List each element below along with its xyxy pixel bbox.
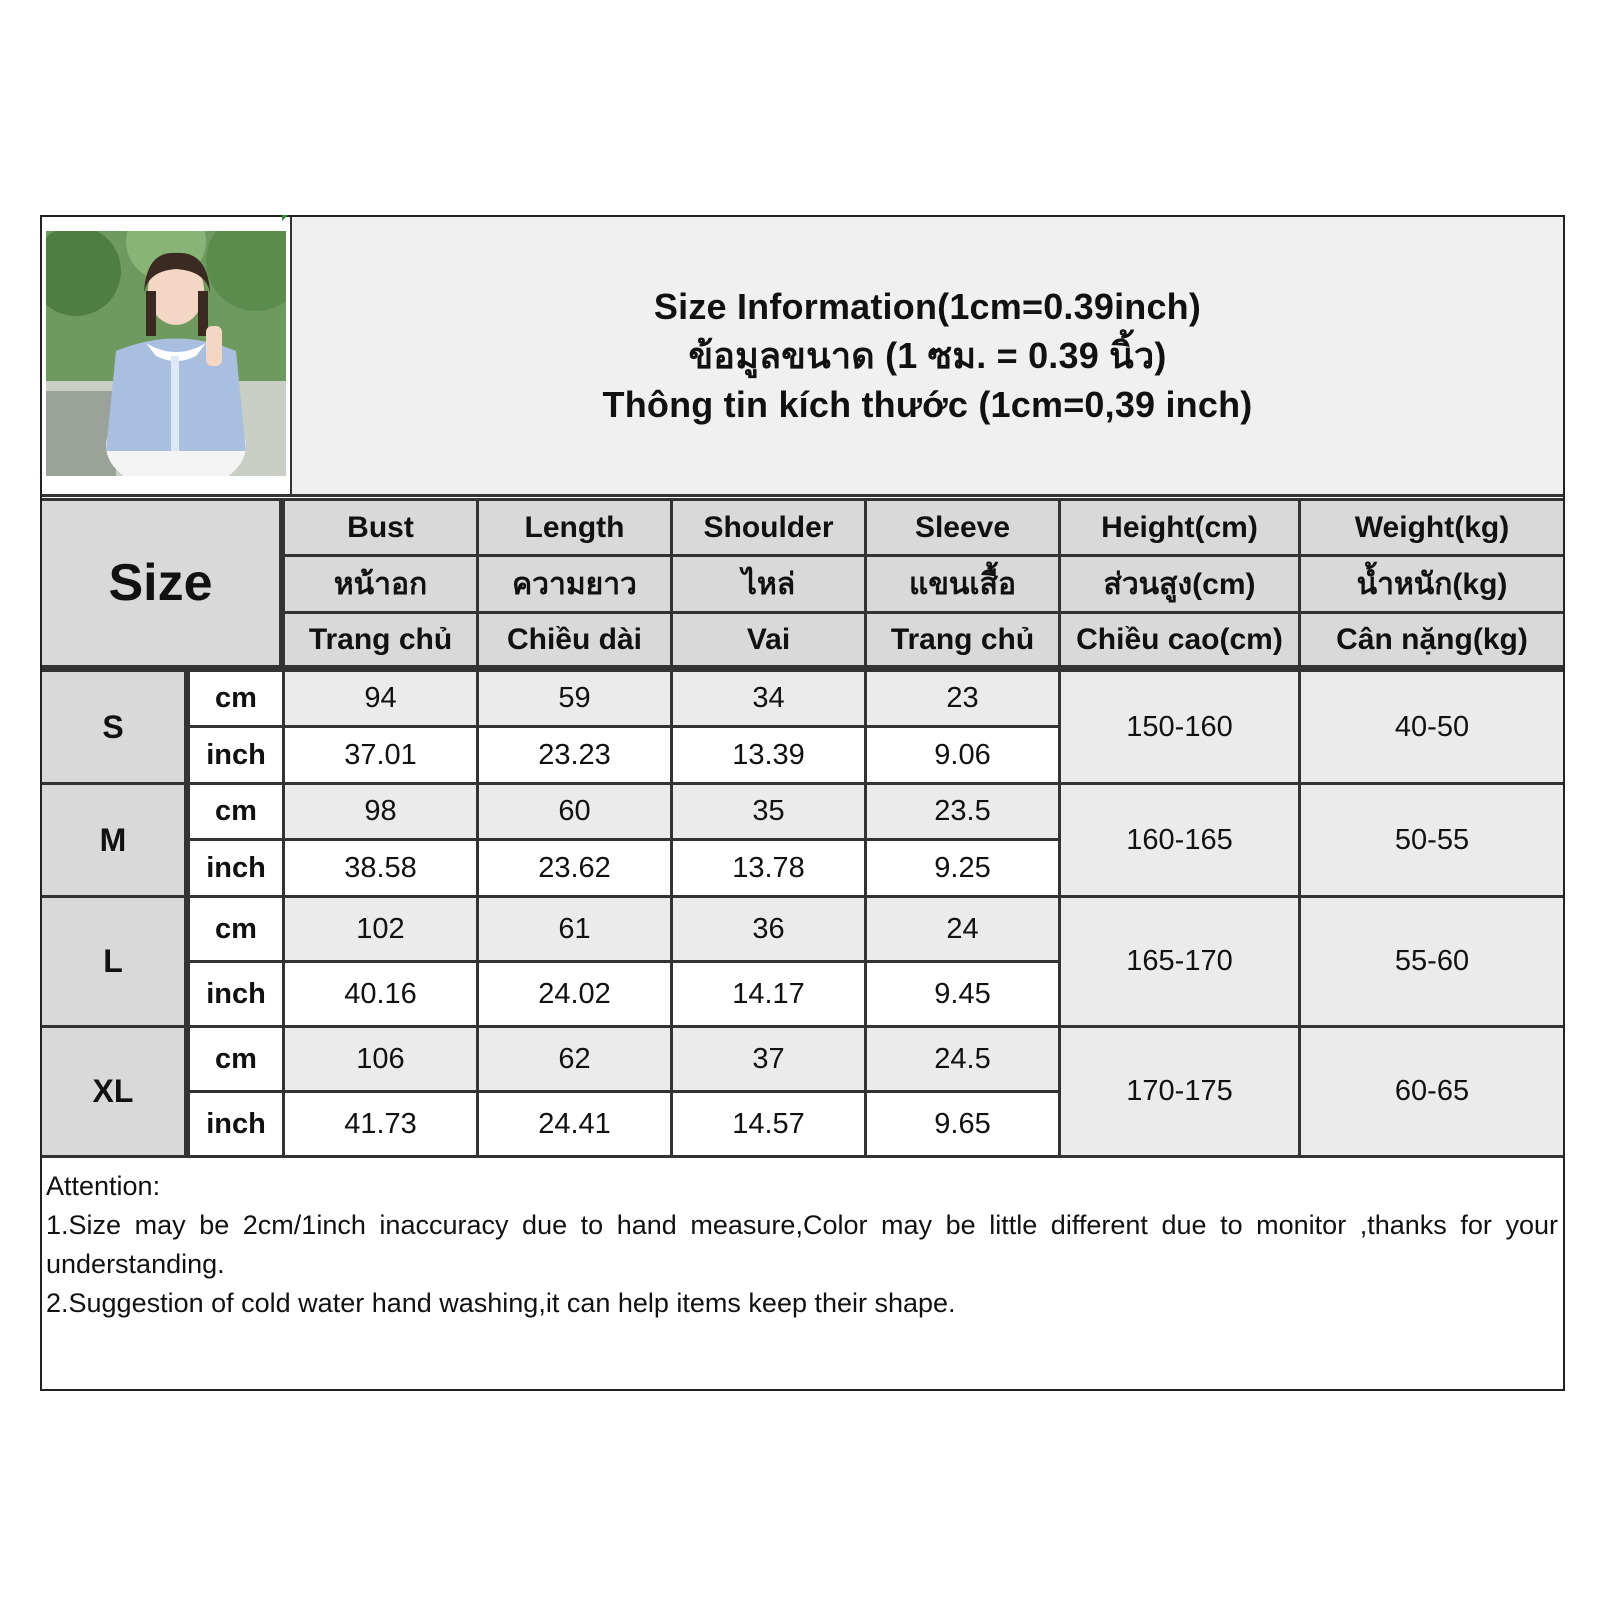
column-header-th: หน้าอก <box>285 557 476 611</box>
measurement-cm: 35 <box>673 785 864 838</box>
height-range: 170-175 <box>1061 1028 1298 1155</box>
size-label-cell: M <box>42 785 184 895</box>
attention-note-2: 2.Suggestion of cold water hand washing,it can help items keep their shape. <box>46 1288 956 1318</box>
measurement-cm: 24.5 <box>867 1028 1058 1090</box>
measurement-inch: 14.57 <box>673 1093 864 1155</box>
weight-range: 40-50 <box>1301 672 1563 782</box>
measurement-inch: 41.73 <box>285 1093 476 1155</box>
measurement-inch: 23.23 <box>479 728 670 782</box>
measurement-cm: 23 <box>867 672 1058 725</box>
unit-inch-label: inch <box>190 963 282 1025</box>
size-column-header: Size <box>42 501 279 665</box>
weight-range: 50-55 <box>1301 785 1563 895</box>
measurement-cm: 24 <box>867 898 1058 960</box>
column-header-en: Length <box>479 501 670 554</box>
unit-inch-label: inch <box>190 841 282 895</box>
measurement-cm: 59 <box>479 672 670 725</box>
header-title-vi: Thông tin kích thước (1cm=0,39 inch) <box>602 384 1253 425</box>
measurement-inch: 38.58 <box>285 841 476 895</box>
size-label-cell: S <box>42 672 184 782</box>
column-header-vi: Chiều dài <box>479 614 670 665</box>
measurement-inch: 9.25 <box>867 841 1058 895</box>
measurement-cm: 102 <box>285 898 476 960</box>
column-header-en: Sleeve <box>867 501 1058 554</box>
column-header-th: ส่วนสูง(cm) <box>1061 557 1298 611</box>
size-label-cell: XL <box>42 1028 184 1155</box>
weight-range: 60-65 <box>1301 1028 1563 1155</box>
attention-title: Attention: <box>46 1171 161 1201</box>
measurement-inch: 24.41 <box>479 1093 670 1155</box>
column-header-th: น้ำหนัก(kg) <box>1301 557 1563 611</box>
column-header-th: แขนเสื้อ <box>867 557 1058 611</box>
measurement-inch: 13.39 <box>673 728 864 782</box>
unit-cm-label: cm <box>190 898 282 960</box>
column-header-vi: Vai <box>673 614 864 665</box>
column-header-en: Bust <box>285 501 476 554</box>
unit-cm-label: cm <box>190 785 282 838</box>
measurement-inch: 37.01 <box>285 728 476 782</box>
model-photo <box>46 231 286 476</box>
unit-cm-label: cm <box>190 672 282 725</box>
column-header-vi: Cân nặng(kg) <box>1301 614 1563 665</box>
measurement-inch: 23.62 <box>479 841 670 895</box>
unit-inch-label: inch <box>190 1093 282 1155</box>
column-header-vi: Trang chủ <box>867 614 1058 665</box>
attention-note-1: 1.Size may be 2cm/1inch inaccuracy due to hand measure,Color may be little different due to monitor ,thanks for your understanding. <box>46 1210 1558 1279</box>
height-range: 150-160 <box>1061 672 1298 782</box>
measurement-inch: 24.02 <box>479 963 670 1025</box>
unit-cm-label: cm <box>190 1028 282 1090</box>
measurement-cm: 94 <box>285 672 476 725</box>
header-title-en: Size Information(1cm=0.39inch) <box>653 286 1202 327</box>
size-label-cell: L <box>42 898 184 1025</box>
column-header-en: Weight(kg) <box>1301 501 1563 554</box>
size-chart-sheet <box>40 215 1565 1391</box>
measurement-cm: 37 <box>673 1028 864 1090</box>
column-header-vi: Chiều cao(cm) <box>1061 614 1298 665</box>
measurement-inch: 9.65 <box>867 1093 1058 1155</box>
header-divider <box>42 494 1563 497</box>
height-range: 165-170 <box>1061 898 1298 1025</box>
header-title-th: ข้อมูลขนาด (1 ซม. = 0.39 นิ้ว) <box>688 335 1167 376</box>
measurement-cm: 62 <box>479 1028 670 1090</box>
measurement-inch: 14.17 <box>673 963 864 1025</box>
measurement-inch: 9.45 <box>867 963 1058 1025</box>
measurement-inch: 13.78 <box>673 841 864 895</box>
attention-notes <box>46 1167 1558 1323</box>
measurement-cm: 34 <box>673 672 864 725</box>
measurement-cm: 36 <box>673 898 864 960</box>
measurement-cm: 106 <box>285 1028 476 1090</box>
column-header-th: ความยาว <box>479 557 670 611</box>
measurement-cm: 98 <box>285 785 476 838</box>
column-header-th: ไหล่ <box>673 557 864 611</box>
height-range: 160-165 <box>1061 785 1298 895</box>
measurement-cm: 61 <box>479 898 670 960</box>
unit-inch-label: inch <box>190 728 282 782</box>
corner-mark <box>282 215 288 221</box>
measurement-cm: 23.5 <box>867 785 1058 838</box>
column-header-vi: Trang chủ <box>285 614 476 665</box>
weight-range: 55-60 <box>1301 898 1563 1025</box>
measurement-cm: 60 <box>479 785 670 838</box>
measurement-inch: 9.06 <box>867 728 1058 782</box>
measurement-inch: 40.16 <box>285 963 476 1025</box>
column-header-en: Shoulder <box>673 501 864 554</box>
size-information-header <box>290 217 1563 494</box>
column-header-en: Height(cm) <box>1061 501 1298 554</box>
